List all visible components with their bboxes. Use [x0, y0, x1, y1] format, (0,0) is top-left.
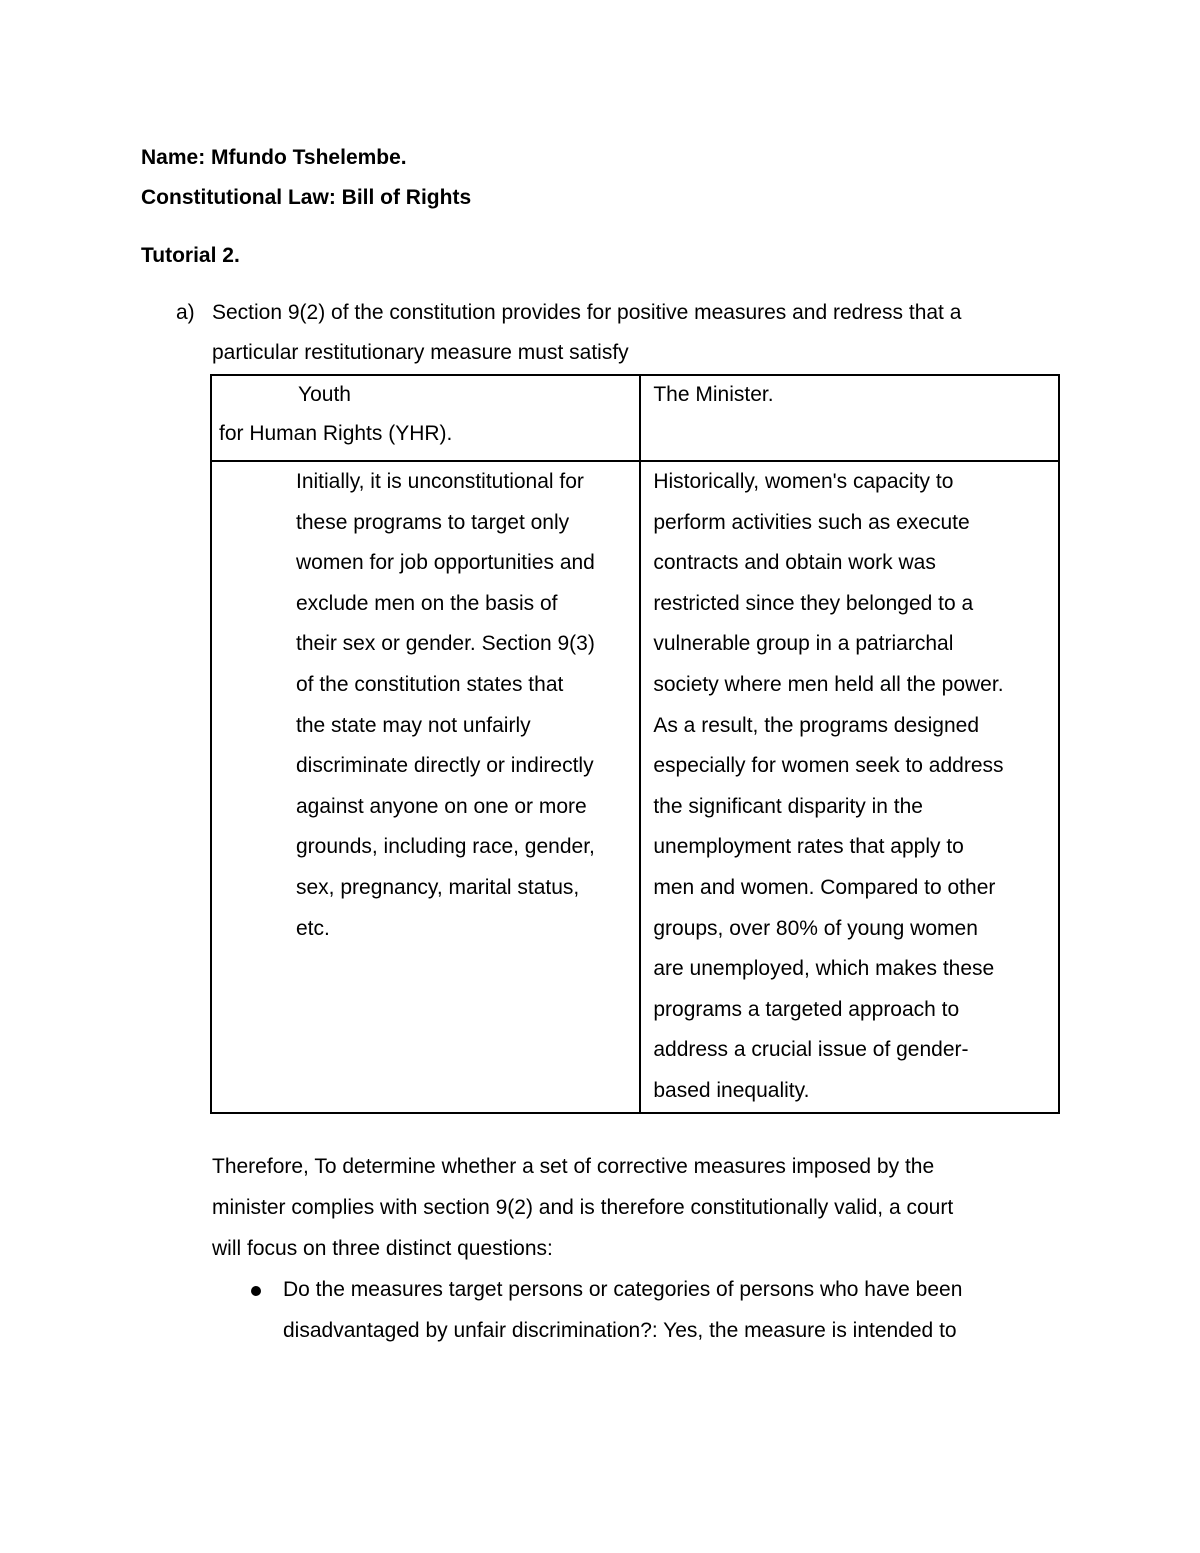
bullet-text-line: Do the measures target persons or categories of persons who have been	[283, 1278, 963, 1301]
argument-table	[210, 374, 1060, 1114]
bullet-text-line: disadvantaged by unfair discrimination?: Yes, the measure is intended to	[283, 1319, 957, 1342]
minister-line: address a crucial issue of gender-	[653, 1038, 969, 1062]
minister-line: perform activities such as execute	[653, 510, 970, 534]
minister-line: Historically, women's capacity to	[653, 470, 954, 493]
minister-line: restricted since they belonged to a	[653, 591, 974, 615]
question-text-line: Section 9(2) of the constitution provides for positive measures and redress that a	[212, 301, 962, 324]
yhr-line: discriminate directly or indirectly	[296, 754, 594, 778]
question-text-line: particular restitutionary measure must satisfy	[212, 341, 629, 364]
yhr-header-line: Youth	[298, 383, 351, 406]
student-name: Name: Mfundo Tshelembe.	[141, 146, 407, 169]
yhr-header-line: for Human Rights (YHR).	[219, 422, 453, 445]
tutorial-title: Tutorial 2.	[141, 244, 240, 267]
minister-line: As a result, the programs designed	[653, 713, 980, 737]
yhr-line: etc.	[296, 916, 330, 940]
minister-line: groups, over 80% of young women	[653, 916, 978, 940]
table-header-row	[211, 375, 1059, 461]
yhr-line: women for job opportunities and	[296, 551, 595, 575]
yhr-line: exclude men on the basis of	[296, 591, 558, 615]
yhr-line: the state may not unfairly	[296, 713, 531, 737]
minister-line: based inequality.	[653, 1078, 810, 1102]
yhr-argument	[296, 462, 633, 949]
minister-argument-cell	[640, 461, 1059, 1113]
yhr-argument-cell	[211, 461, 640, 1113]
yhr-line: sex, pregnancy, marital status,	[296, 875, 580, 899]
question-marker: a)	[176, 301, 195, 324]
yhr-line: Initially, it is unconstitutional for	[296, 470, 584, 493]
table-body-row	[211, 461, 1059, 1113]
minister-line: society where men held all the power.	[653, 672, 1004, 696]
conclusion-line: Therefore, To determine whether a set of corrective measures imposed by the	[212, 1155, 935, 1178]
minister-line: the significant disparity in the	[653, 794, 923, 818]
minister-line: are unemployed, which makes these	[653, 957, 995, 981]
yhr-line: grounds, including race, gender,	[296, 835, 595, 859]
course-title: Constitutional Law: Bill of Rights	[141, 186, 472, 209]
minister-argument	[653, 462, 1052, 1112]
minister-line: especially for women seek to address	[653, 754, 1004, 778]
minister-line: men and women. Compared to other	[653, 875, 996, 899]
minister-header-cell	[640, 375, 1059, 461]
minister-line: unemployment rates that apply to	[653, 835, 964, 859]
conclusion-line: will focus on three distinct questions:	[212, 1237, 553, 1260]
yhr-line: of the constitution states that	[296, 672, 564, 696]
conclusion-line: minister complies with section 9(2) and is therefore constitutionally valid, a court	[212, 1196, 954, 1219]
minister-line: contracts and obtain work was	[653, 551, 936, 575]
bullet-icon	[251, 1286, 261, 1296]
minister-line: vulnerable group in a patriarchal	[653, 632, 954, 656]
minister-line: programs a targeted approach to	[653, 997, 960, 1021]
yhr-line: their sex or gender. Section 9(3)	[296, 632, 595, 656]
yhr-header-cell	[211, 375, 640, 461]
yhr-line: against anyone on one or more	[296, 794, 587, 818]
yhr-line: these programs to target only	[296, 510, 570, 534]
minister-header: The Minister.	[653, 383, 774, 406]
